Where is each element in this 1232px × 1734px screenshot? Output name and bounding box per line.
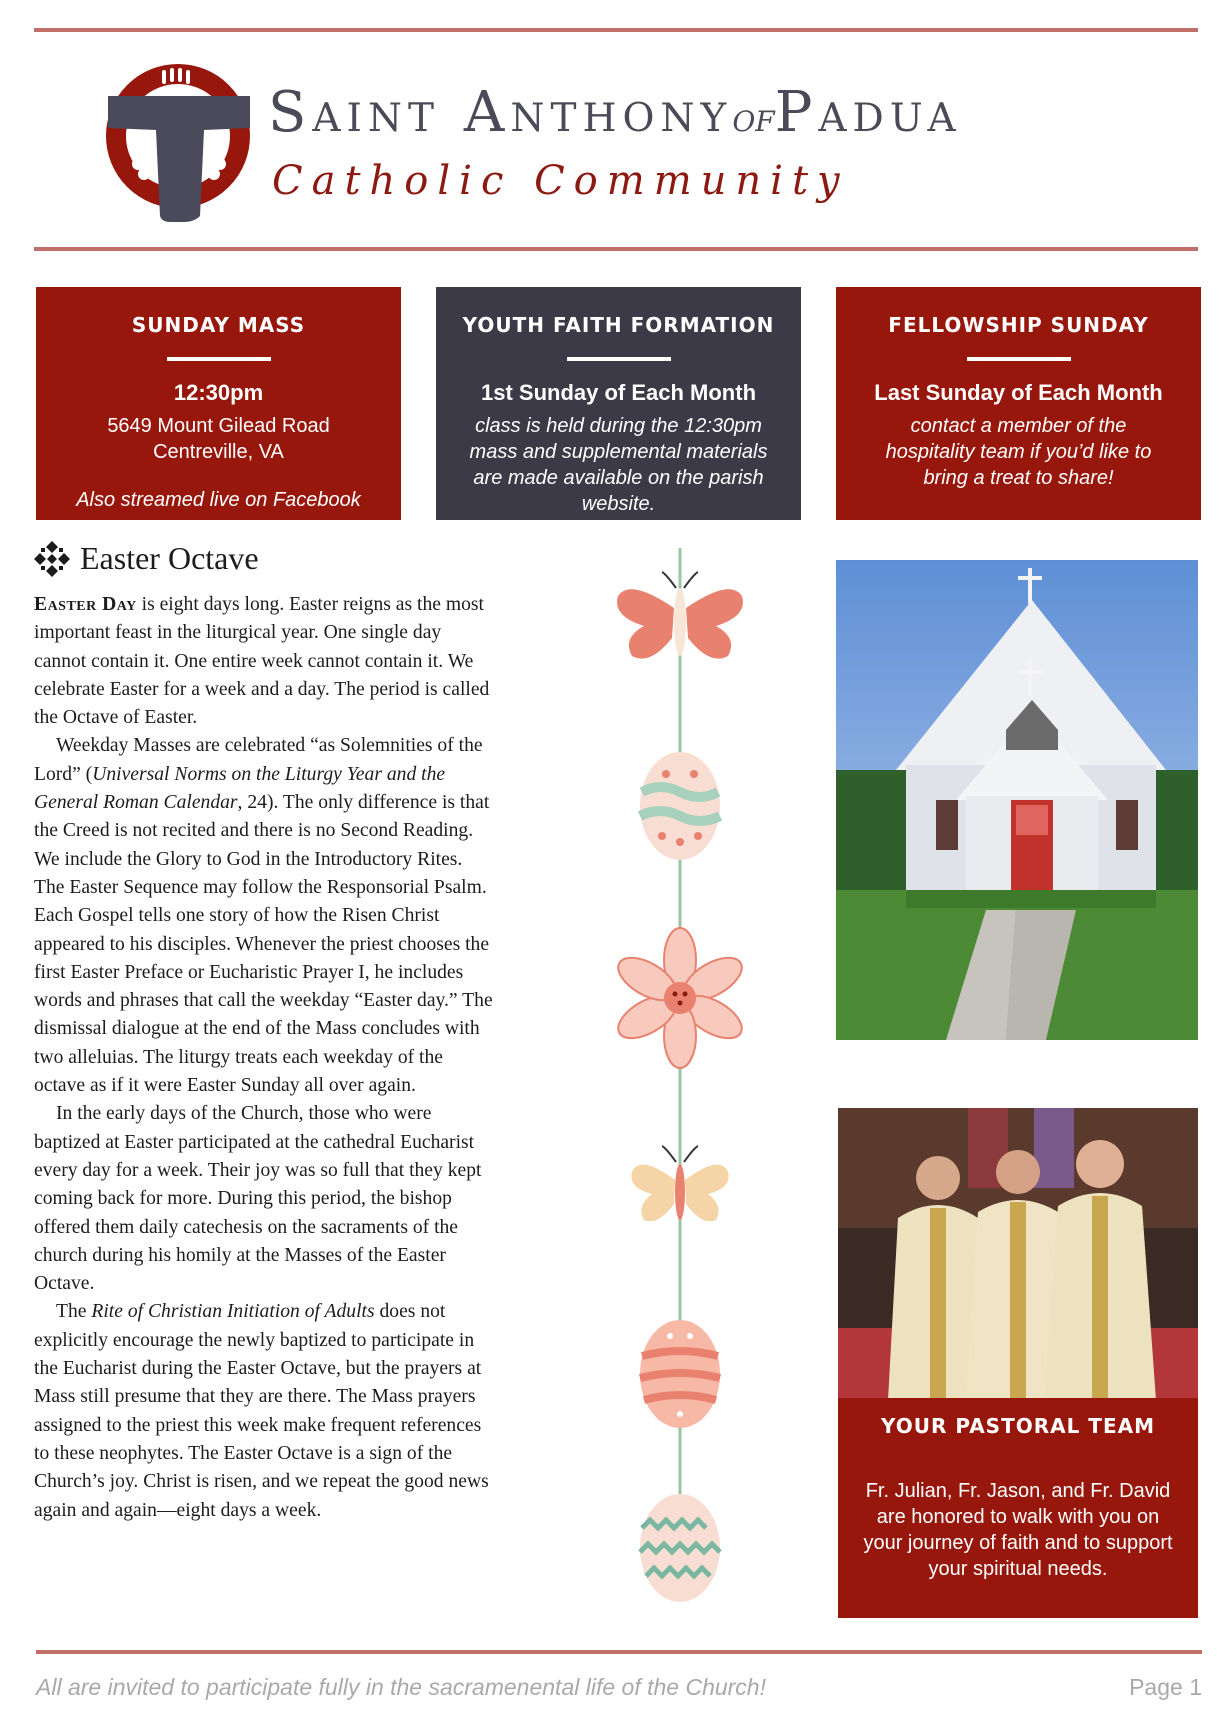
- pastoral-team-box: [838, 1398, 1198, 1618]
- mass-time: 12:30pm: [173, 380, 264, 405]
- box-divider: [567, 357, 671, 361]
- sunday-mass-box: [36, 287, 401, 520]
- article-paragraph: In the early days of the Church, those who were baptized at Easter participated at the cathedral Eucharist every day for a week. Their joy was so full that they kept coming back for more. During this period, the bishop offered them daily catechesis on the sacraments of the church during his homily at the Masses of the Easter Octave.: [34, 1103, 482, 1295]
- box-title: YOUTH FAITH FORMATION: [462, 313, 775, 337]
- ornament-icon: [34, 541, 70, 577]
- team-text: Fr. Julian, Fr. Jason, and Fr. David are honored to walk with you on your journey of faith and to support your spiritual needs.: [863, 1480, 1173, 1580]
- easter-egg-icon: [640, 1320, 720, 1428]
- footer-rule: [36, 1650, 1202, 1654]
- stream-note: Also streamed live on Facebook: [76, 489, 361, 511]
- parish-logo: [100, 56, 250, 226]
- page-number: Page 1: [1129, 1674, 1202, 1700]
- team-title: YOUR PASTORAL TEAM: [881, 1414, 1155, 1438]
- article-paragraph: The Rite of Christian Initiation of Adults does not explicitly encourage the newly baptized to participate in the Eucharist during the Easter Octave, but the prayers at Mass still presume that they are there. The Mass prayers assigned to the priest this week make frequent references to these neophytes. The Easter Octave is a sign of the Church’s joy. Christ is risen, and we repeat the good news again and again—eight days a week.: [34, 1301, 489, 1521]
- church-photo: [836, 560, 1198, 1040]
- easter-garland: [580, 548, 780, 1628]
- youth-details: class is held during the 12:30pm mass and supplemental materials are made available on the parish website.: [469, 415, 768, 515]
- box-title: SUNDAY MASS: [131, 313, 306, 337]
- fellowship-box: [836, 287, 1201, 520]
- pastoral-team-photo: [838, 1108, 1198, 1400]
- flower-icon: [611, 928, 748, 1068]
- address-line-1: 5649 Mount Gilead Road: [107, 415, 330, 437]
- article-body: [34, 591, 494, 1525]
- article-paragraph: Weekday Masses are celebrated “as Solemnities of the Lord” (Universal Norms on the Liturgy Year and the General Roman Calendar, 24). The only difference is that the Creed is not recited and there is no Second Reading. We include the Glory to God in the Introductory Rites. The Easter Sequence may follow the Responsorial Psalm. Each Gospel tells one story of how the Risen Christ appeared to his disciples. Whenever the priest chooses the first Easter Preface or Eucharistic Prayer I, he includes words and phrases that call the weekday “Easter day.” The dismissal dialogue at the end of the Mass concludes with two alleluias. The liturgy treats each weekday of the octave as if it were Easter Sunday all over again.: [34, 735, 493, 1097]
- article-paragraph: Easter Day is eight days long. Easter reigns as the most important feast in the liturgical year. One single day cannot contain it. One entire week cannot contain it. We celebrate Easter for a week and a day. The period is called the Octave of Easter.: [34, 594, 490, 729]
- parish-subtitle: Catholic Community: [272, 158, 849, 204]
- fellowship-details: contact a member of the hospitality team if you’d like to bring a treat to share!: [885, 415, 1152, 489]
- easter-egg-icon: [640, 752, 720, 860]
- box-title: FELLOWSHIP SUNDAY: [888, 313, 1149, 337]
- youth-schedule: 1st Sunday of Each Month: [480, 380, 757, 405]
- box-divider: [967, 357, 1071, 361]
- easter-egg-icon: [640, 1494, 720, 1602]
- box-divider: [167, 357, 271, 361]
- address-line-2: Centreville, VA: [153, 441, 284, 463]
- header-bottom-rule: [34, 247, 1198, 251]
- footer-tagline: All are invited to participate fully in the sacramenental life of the Church!: [36, 1674, 766, 1700]
- fellowship-schedule: Last Sunday of Each Month: [874, 380, 1163, 405]
- youth-faith-box: [436, 287, 801, 520]
- easter-octave-article: [34, 540, 494, 1525]
- article-heading: Easter Octave: [34, 540, 494, 577]
- parish-name: Saint AnthonyofPadua: [268, 80, 962, 145]
- header-top-rule: [34, 28, 1198, 32]
